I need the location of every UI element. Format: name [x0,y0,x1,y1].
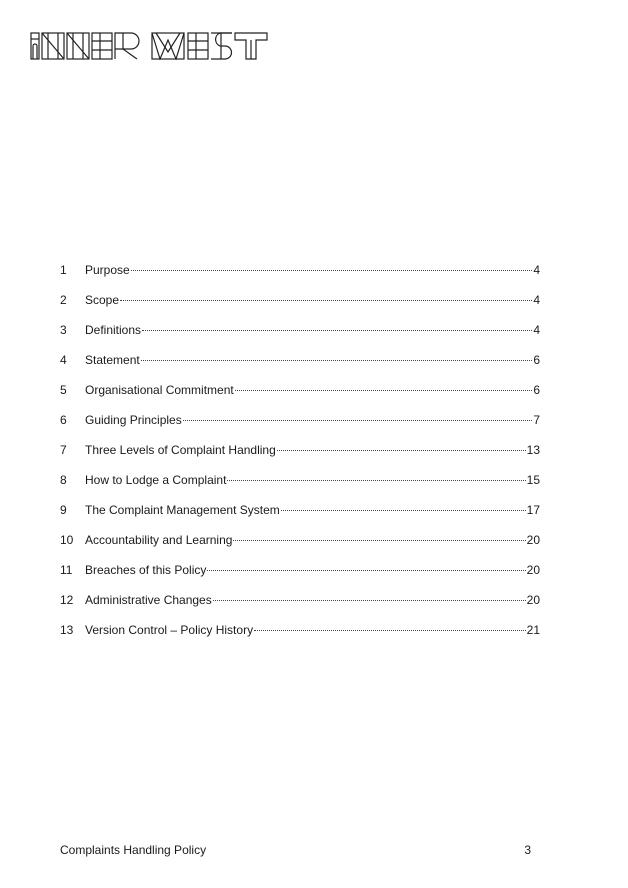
toc-entry[interactable] [60,292,540,322]
toc-entry-title: The Complaint Management System [85,503,280,517]
toc-dot-leader [207,569,525,571]
toc-entry[interactable] [60,262,540,292]
toc-dot-leader [235,389,533,391]
toc-entry-number: 7 [60,443,67,457]
toc-entry-number: 1 [60,263,67,277]
toc-entry-page: 7 [533,413,540,427]
toc-entry-title: Definitions [85,323,142,337]
toc-entry-title: Statement [85,353,140,367]
toc-entry[interactable] [60,382,540,412]
table-of-contents [60,262,540,652]
toc-entry-number: 11 [60,563,73,577]
toc-entry-number: 10 [60,533,74,547]
inner-west-logo [30,30,268,60]
toc-entry-title: Scope [85,293,120,307]
toc-entry-number: 8 [60,473,67,487]
toc-entry-number: 5 [60,383,67,397]
toc-entry-number: 13 [60,623,74,637]
toc-dot-leader [227,479,525,481]
toc-dot-leader [233,539,525,541]
footer-page-number: 3 [524,843,531,857]
toc-entry-page: 15 [526,473,540,487]
toc-entry[interactable] [60,472,540,502]
toc-entry[interactable] [60,442,540,472]
toc-dot-leader [141,359,533,361]
toc-entry-number: 9 [60,503,67,517]
toc-entry-page: 6 [533,383,540,397]
toc-entry[interactable] [60,502,540,532]
toc-entry[interactable] [60,352,540,382]
toc-entry-page: 21 [526,623,540,637]
toc-entry-title: Breaches of this Policy [85,563,207,577]
toc-dot-leader [277,449,526,451]
toc-entry-page: 4 [533,263,540,277]
toc-entry-page: 20 [526,593,540,607]
toc-entry-title: Purpose [85,263,130,277]
toc-dot-leader [120,299,532,301]
toc-entry-title: Guiding Principles [85,413,182,427]
toc-dot-leader [254,629,526,631]
toc-entry-title: Version Control – Policy History [85,623,254,637]
toc-entry-number: 6 [60,413,67,427]
toc-entry-page: 4 [533,323,540,337]
footer-document-title: Complaints Handling Policy [60,843,207,857]
toc-entry-number: 2 [60,293,67,307]
toc-entry[interactable] [60,592,540,622]
toc-entry-page: 4 [533,293,540,307]
toc-entry-page: 13 [526,443,540,457]
toc-dot-leader [213,599,526,601]
toc-dot-leader [142,329,532,331]
toc-entry-number: 3 [60,323,67,337]
toc-entry[interactable] [60,412,540,442]
toc-entry-number: 12 [60,593,74,607]
toc-entry[interactable] [60,622,540,652]
toc-entry[interactable] [60,562,540,592]
toc-entry-page: 20 [526,563,540,577]
toc-entry-page: 20 [526,533,540,547]
toc-entry-title: Administrative Changes [85,593,212,607]
toc-dot-leader [183,419,533,421]
toc-entry-title: Three Levels of Complaint Handling [85,443,276,457]
toc-dot-leader [281,509,526,511]
toc-entry[interactable] [60,532,540,562]
toc-entry[interactable] [60,322,540,352]
toc-entry-title: Accountability and Learning [85,533,233,547]
toc-dot-leader [131,269,533,271]
toc-entry-title: Organisational Commitment [85,383,234,397]
toc-entry-number: 4 [60,353,67,367]
toc-entry-page: 6 [533,353,540,367]
toc-entry-title: How to Lodge a Complaint [85,473,227,487]
toc-entry-page: 17 [526,503,540,517]
